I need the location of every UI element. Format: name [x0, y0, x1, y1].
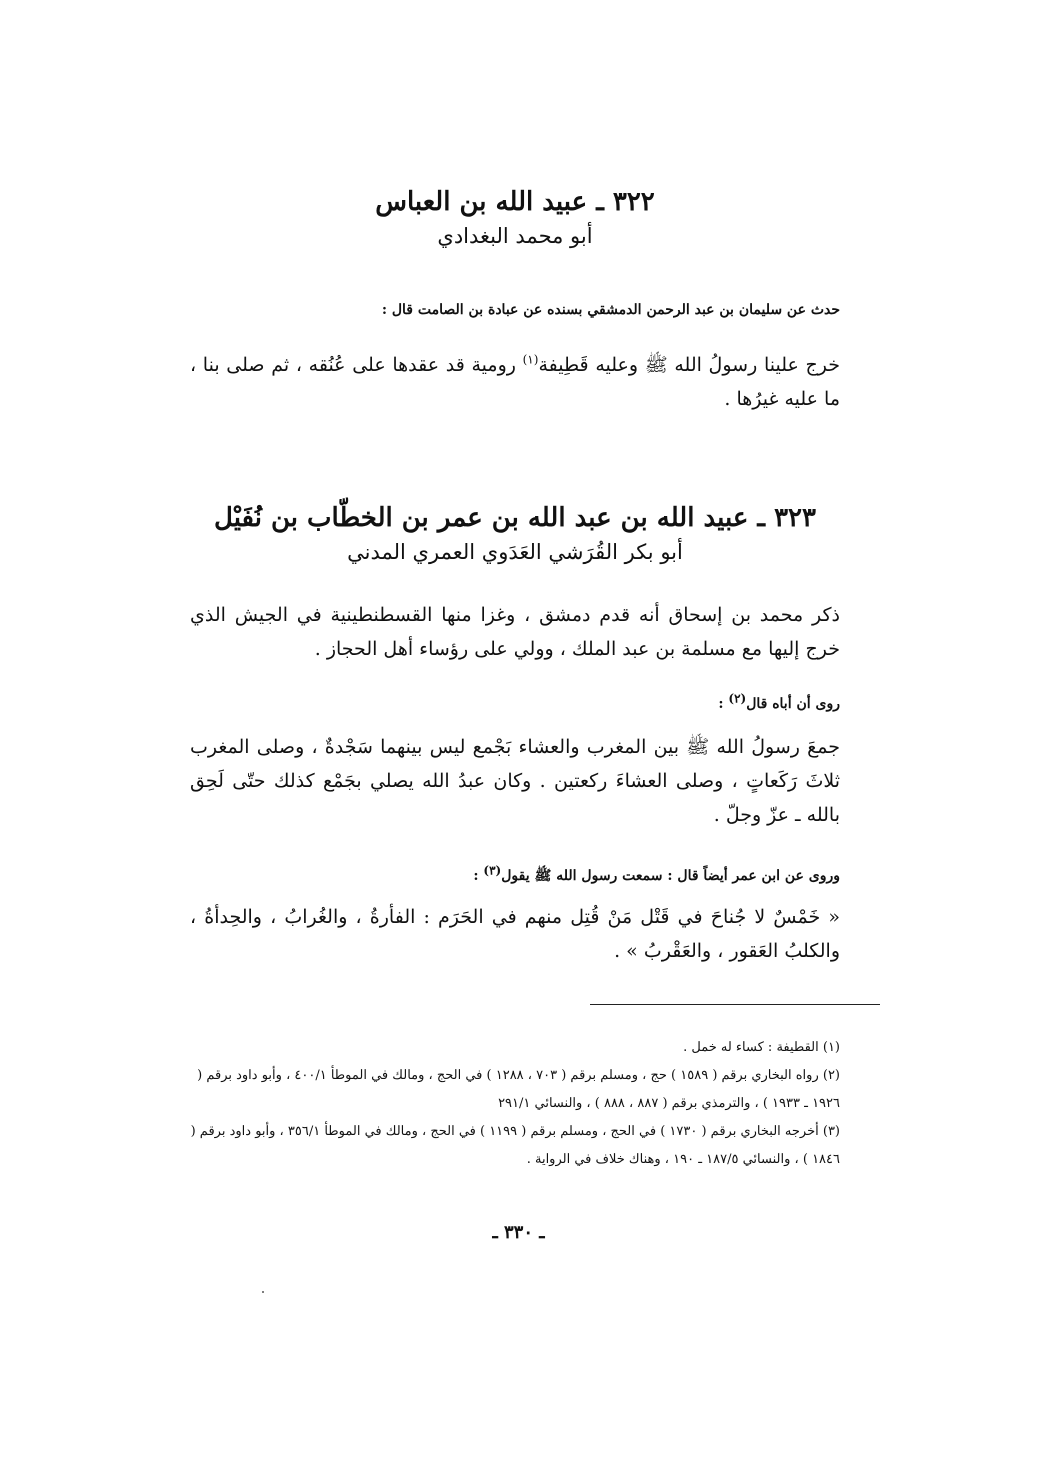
hadith-text	[190, 348, 840, 416]
entry-322-isnad-block	[190, 298, 840, 322]
entry-323-isnad1-block	[190, 692, 840, 716]
entry-323-hadith2-block	[190, 900, 840, 968]
entry-title: ٣٢٢ ـ عبيد الله بن العباس	[375, 187, 655, 217]
isnad-line	[190, 864, 840, 888]
isnad-text: :	[473, 868, 484, 884]
footnote-marker: (١)	[522, 352, 539, 367]
entry-title: ٣٢٣ ـ عبيد الله بن عبد الله بن عمر بن الخطّاب بن نُفَيْل	[214, 503, 816, 533]
isnad-text: روى أن أباه قال	[746, 696, 840, 712]
stray-dot	[262, 1291, 264, 1293]
entry-subtitle: أبو بكر القُرَشي العَدَوي العمري المدني	[347, 540, 683, 564]
isnad-line: حدث عن سليمان بن عبد الرحمن الدمشقي بسنده عن عبادة بن الصامت قال :	[381, 302, 840, 318]
entry-subtitle: أبو محمد البغدادي	[437, 224, 593, 248]
isnad-line	[190, 692, 840, 716]
hadith-text-part: خرج علينا رسولُ الله ﷺ وعليه قَطِيفة	[538, 354, 841, 376]
footnotes	[190, 1034, 840, 1174]
entry-323-isnad2-block	[190, 864, 840, 888]
hadith-text: جمعَ رسولُ الله ﷺ بين المغرب والعشاء بَجْمع ليس بينهما سَجْدةٌ ، وصلى المغرب ثلاثَ رَكَعاتٍ ، وصلى العشاءَ ركعتين . وكان عبدُ الله يصلي بجَمْع كذلك حتّى لَحِق بالله ـ عزّ وجلّ .	[190, 736, 840, 826]
footnote-1: (١) القطيفة : كساء له خمل .	[683, 1040, 840, 1055]
isnad-text: وروى عن ابن عمر أيضاً قال : سمعت رسول الله ﷺ يقول	[501, 868, 840, 884]
page-number: ـ ٣٣٠ ـ	[492, 1222, 545, 1243]
hadith-text: « خَمْسٌ لا جُناحَ في قَتْل مَنْ قُتِل منهم في الحَرَم : الفأرةُ ، والغُرابُ ، والحِدأةُ ، والكلبُ العَقور ، والعَقْربُ » .	[190, 906, 840, 962]
hadith-text-part: رومية قد عقدها على عُنُقه ، ثم صلى بنا ، ما عليه غيرُها .	[190, 354, 840, 410]
entry-323-bio-block	[190, 598, 840, 666]
footnote-marker: (٢)	[728, 691, 747, 706]
footnote-3: (٣) أخرجه البخاري برقم ( ١٧٣٠ ) في الحج ، ومسلم برقم ( ١١٩٩ ) في الحج ، ومالك في الموطأ ٣٥٦/١ ، وأبو داود برقم ( ١٨٤٦ ) ، والنسائي ١٨٧/٥ ـ ١٩٠ ، وهناك خلاف في الرواية .	[190, 1124, 840, 1167]
entry-322	[190, 184, 840, 252]
isnad-text: :	[718, 696, 729, 712]
footnote-separator	[590, 1004, 880, 1005]
entry-322-hadith-block	[190, 348, 840, 416]
entry-323-hadith1-block	[190, 730, 840, 832]
entry-323	[190, 500, 840, 568]
footnote-marker: (٣)	[483, 863, 502, 878]
footnote-2: (٢) رواه البخاري برقم ( ١٥٨٩ ) حج ، ومسلم برقم ( ٧٠٣ ، ١٢٨٨ ) في الحج ، ومالك في الموطأ ٤٠٠/١ ، وأبو داود برقم ( ١٩٢٦ ـ ١٩٣٣ ) ، والترمذي برقم ( ٨٨٧ ، ٨٨٨ ) ، والنسائي ٢٩١/١	[197, 1068, 840, 1111]
biography-text: ذكر محمد بن إسحاق أنه قدم دمشق ، وغزا منها القسطنطينية في الجيش الذي خرج إليها مع مسلمة بن عبد الملك ، وولي على رؤساء أهل الحجاز .	[190, 604, 840, 660]
